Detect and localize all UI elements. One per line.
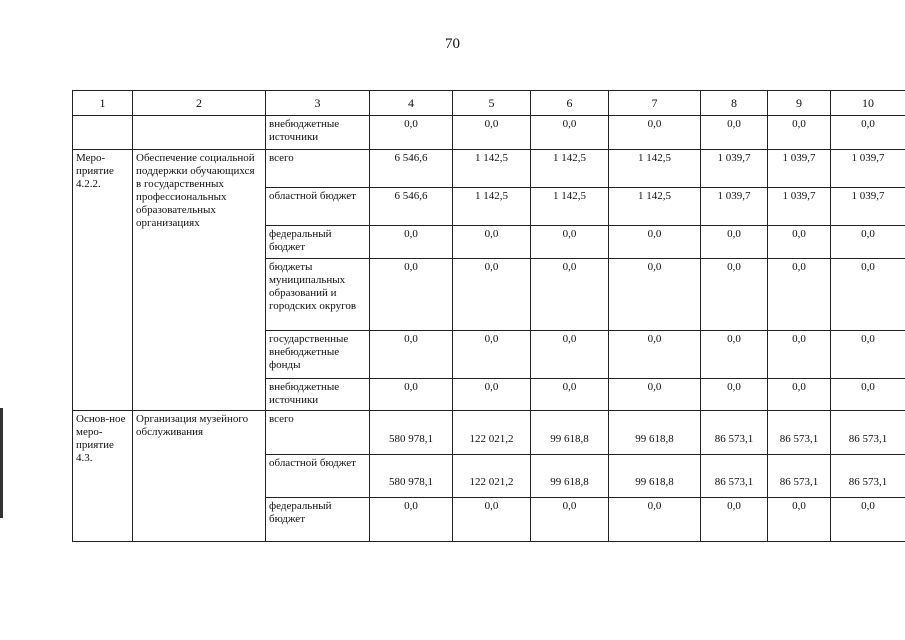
value-cell: 0,0 [768, 116, 831, 150]
header-cell: 3 [266, 91, 370, 116]
value-cell: 86 573,1 [701, 455, 768, 498]
value-cell: 0,0 [831, 116, 905, 150]
value-cell: 99 618,8 [609, 411, 701, 455]
value-cell: 1 142,5 [453, 150, 531, 188]
value-cell: 0,0 [370, 116, 453, 150]
value-cell: 1 039,7 [701, 188, 768, 226]
value-cell: 0,0 [831, 498, 905, 542]
value-cell: 0,0 [609, 116, 701, 150]
value-cell: 0,0 [831, 331, 905, 379]
value-cell: 580 978,1 [370, 411, 453, 455]
header-cell: 7 [609, 91, 701, 116]
source-cell: всего [266, 411, 370, 455]
value-cell: 0,0 [701, 331, 768, 379]
value-cell: 1 142,5 [453, 188, 531, 226]
value-cell: 0,0 [453, 226, 531, 259]
source-cell: внебюджетные источники [266, 379, 370, 411]
source-cell: областной бюджет [266, 455, 370, 498]
name-cell-empty [133, 116, 266, 150]
activity-name: Обеспечение социальной поддержки обучающихся в государственных профессиональных образовательных организациях [133, 150, 266, 411]
activity-name: Организация музейного обслуживания [133, 411, 266, 542]
value-cell: 0,0 [768, 498, 831, 542]
source-cell: всего [266, 150, 370, 188]
value-cell: 0,0 [453, 379, 531, 411]
source-cell: областной бюджет [266, 188, 370, 226]
value-cell: 0,0 [453, 259, 531, 331]
value-cell: 0,0 [701, 226, 768, 259]
value-cell: 0,0 [370, 259, 453, 331]
source-cell: федеральный бюджет [266, 226, 370, 259]
value-cell: 0,0 [831, 259, 905, 331]
value-cell: 580 978,1 [370, 455, 453, 498]
value-cell: 0,0 [453, 331, 531, 379]
value-cell: 0,0 [531, 379, 609, 411]
value-cell: 0,0 [531, 331, 609, 379]
value-cell: 0,0 [768, 331, 831, 379]
value-cell: 0,0 [531, 226, 609, 259]
value-cell: 6 546,6 [370, 188, 453, 226]
value-cell: 0,0 [531, 259, 609, 331]
value-cell: 0,0 [701, 498, 768, 542]
header-cell: 5 [453, 91, 531, 116]
source-cell: бюджеты муниципальных образований и городских округов [266, 259, 370, 331]
value-cell: 122 021,2 [453, 411, 531, 455]
value-cell: 1 039,7 [768, 188, 831, 226]
table-row [73, 411, 905, 455]
value-cell: 1 039,7 [768, 150, 831, 188]
value-cell: 0,0 [531, 116, 609, 150]
value-cell: 0,0 [453, 498, 531, 542]
header-cell: 4 [370, 91, 453, 116]
value-cell: 1 039,7 [831, 150, 905, 188]
table-row [73, 116, 905, 150]
value-cell: 0,0 [768, 226, 831, 259]
value-cell: 0,0 [370, 331, 453, 379]
scan-edge-mark [0, 408, 3, 518]
source-cell: внебюджетные источники [266, 116, 370, 150]
value-cell: 0,0 [609, 259, 701, 331]
header-cell: 1 [73, 91, 133, 116]
funding-table [72, 90, 905, 542]
value-cell: 0,0 [453, 116, 531, 150]
header-cell: 6 [531, 91, 609, 116]
value-cell: 0,0 [609, 498, 701, 542]
activity-code: Основ-ное меро-приятие 4.3. [73, 411, 133, 542]
page-number: 70 [445, 36, 460, 52]
header-cell: 9 [768, 91, 831, 116]
value-cell: 1 039,7 [701, 150, 768, 188]
value-cell: 0,0 [370, 498, 453, 542]
value-cell: 0,0 [609, 331, 701, 379]
value-cell: 122 021,2 [453, 455, 531, 498]
value-cell: 0,0 [701, 379, 768, 411]
table-header-row [73, 91, 905, 116]
value-cell: 99 618,8 [531, 455, 609, 498]
value-cell: 0,0 [370, 379, 453, 411]
value-cell: 1 142,5 [531, 150, 609, 188]
value-cell: 86 573,1 [768, 455, 831, 498]
value-cell: 0,0 [768, 259, 831, 331]
value-cell: 99 618,8 [531, 411, 609, 455]
value-cell: 1 142,5 [609, 188, 701, 226]
value-cell: 1 142,5 [609, 150, 701, 188]
table-row [73, 150, 905, 188]
value-cell: 6 546,6 [370, 150, 453, 188]
value-cell: 86 573,1 [831, 411, 905, 455]
source-cell: государственные внебюджетные фонды [266, 331, 370, 379]
header-cell: 8 [701, 91, 768, 116]
value-cell: 0,0 [370, 226, 453, 259]
value-cell: 0,0 [831, 226, 905, 259]
value-cell: 99 618,8 [609, 455, 701, 498]
value-cell: 0,0 [831, 379, 905, 411]
header-cell: 2 [133, 91, 266, 116]
value-cell: 86 573,1 [831, 455, 905, 498]
value-cell: 0,0 [701, 259, 768, 331]
source-cell: федеральный бюджет [266, 498, 370, 542]
header-cell: 10 [831, 91, 905, 116]
value-cell: 86 573,1 [701, 411, 768, 455]
activity-code: Меро-приятие 4.2.2. [73, 150, 133, 411]
value-cell: 0,0 [609, 226, 701, 259]
code-cell-empty [73, 116, 133, 150]
value-cell: 1 039,7 [831, 188, 905, 226]
value-cell: 0,0 [701, 116, 768, 150]
value-cell: 0,0 [531, 498, 609, 542]
value-cell: 1 142,5 [531, 188, 609, 226]
value-cell: 0,0 [768, 379, 831, 411]
value-cell: 86 573,1 [768, 411, 831, 455]
value-cell: 0,0 [609, 379, 701, 411]
